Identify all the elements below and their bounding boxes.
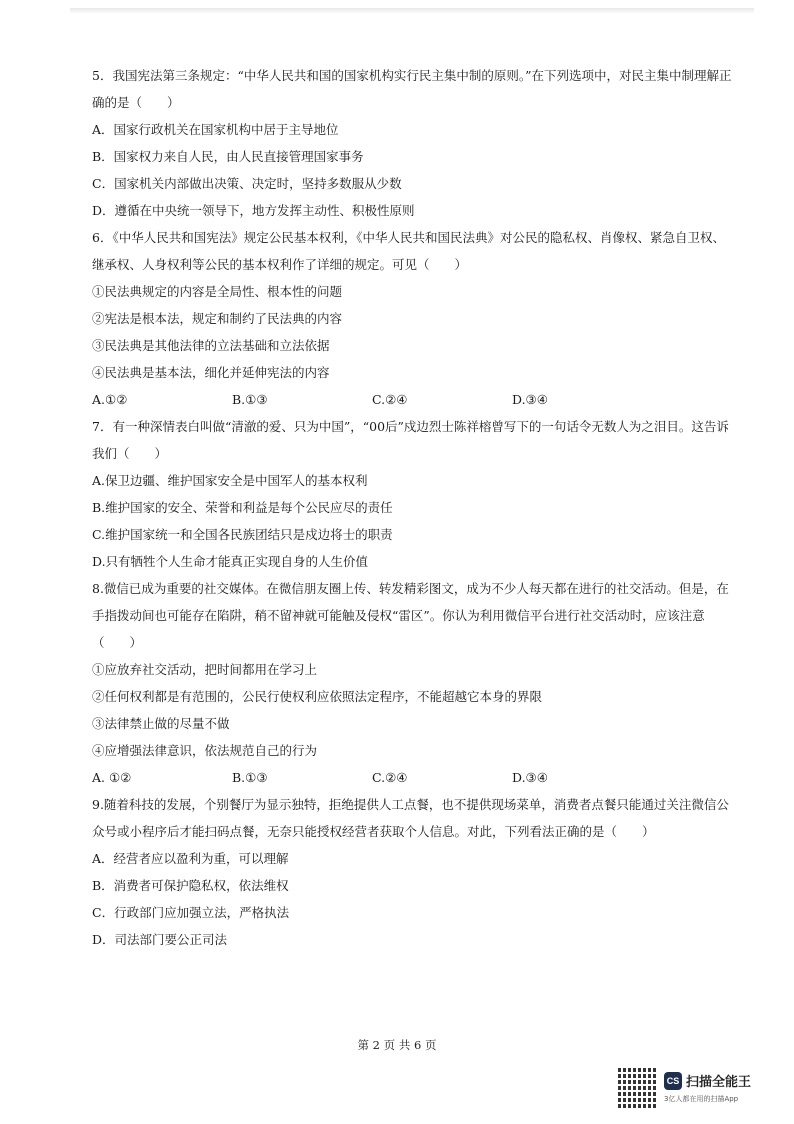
question-7-stem: 7．有一种深情表白叫做“清澈的爱、只为中国”，“00后”戍边烈士陈祥榕曾写下的一句话令无数人为之泪目。这告诉我们（ ） bbox=[92, 419, 729, 461]
question-7-option-d: D.只有牺牲个人生命才能真正实现自身的人生价值 bbox=[92, 554, 369, 569]
question-9 bbox=[92, 791, 732, 953]
question-6-choice-c: C.②④ bbox=[372, 392, 408, 407]
question-6-statement-3: ③民法典是其他法律的立法基础和立法依据 bbox=[92, 338, 330, 353]
question-8-statement-3: ③法律禁止做的尽量不做 bbox=[92, 716, 230, 731]
watermark-app-name: 扫描全能王 bbox=[686, 1075, 752, 1090]
question-9-option-b: B．消费者可保护隐私权，依法维权 bbox=[92, 878, 289, 893]
question-8-choice-b: B.①③ bbox=[232, 770, 268, 785]
question-7-option-b: B.维护国家的安全、荣誉和利益是每个公民应尽的责任 bbox=[92, 500, 393, 515]
page-top-edge bbox=[70, 8, 754, 14]
question-8-statement-2: ②任何权利都是有范围的，公民行使权利应依照法定程序，不能超越它本身的界限 bbox=[92, 689, 543, 704]
question-8 bbox=[92, 575, 732, 791]
scanner-watermark bbox=[618, 1068, 778, 1110]
question-5-stem: 5．我国宪法第三条规定：“中华人民共和国的国家机构实行民主集中制的原则。”在下列选项中，对民主集中制理解正确的是（ ） bbox=[92, 68, 732, 110]
question-7-option-a: A.保卫边疆、维护国家安全是中国军人的基本权利 bbox=[92, 473, 368, 488]
question-9-stem: 9.随着科技的发展，个别餐厅为显示独特，拒绝提供人工点餐，也不提供现场菜单，消费者点餐只能通过关注微信公众号或小程序后才能扫码点餐，无奈只能授权经营者获取个人信息。对此，下列看法正确的是（ ） bbox=[92, 797, 729, 839]
question-6-choice-d: D.③④ bbox=[512, 392, 548, 407]
question-8-choices bbox=[92, 764, 732, 791]
question-6-choice-b: B.①③ bbox=[232, 392, 268, 407]
question-5-option-d: D．遵循在中央统一领导下，地方发挥主动性、积极性原则 bbox=[92, 203, 415, 218]
question-5-option-a: A．国家行政机关在国家机构中居于主导地位 bbox=[92, 122, 339, 137]
question-6-stem: 6．《中华人民共和国宪法》规定公民基本权利，《中华人民共和国民法典》对公民的隐私权、肖像权、紧急自卫权、继承权、人身权利等公民的基本权利作了详细的规定。可见（ ） bbox=[92, 230, 725, 272]
qr-code-icon bbox=[618, 1068, 658, 1108]
question-9-option-d: D．司法部门要公正司法 bbox=[92, 932, 228, 947]
question-5-option-c: C．国家机关内部做出决策、决定时，坚持多数服从少数 bbox=[92, 176, 402, 191]
question-9-option-c: C．行政部门应加强立法，严格执法 bbox=[92, 905, 290, 920]
question-6-choices bbox=[92, 386, 732, 413]
question-7-option-c: C.维护国家统一和全国各民族团结只是戍边将士的职责 bbox=[92, 527, 393, 542]
question-9-option-a: A．经营者应以盈利为重，可以理解 bbox=[92, 851, 289, 866]
question-8-choice-d: D.③④ bbox=[512, 770, 548, 785]
page-number: 第 2 页 共 6 页 bbox=[357, 1038, 437, 1052]
watermark-tagline: 3亿人都在用的扫描App bbox=[664, 1095, 739, 1103]
camscanner-logo-icon: CS bbox=[664, 1072, 682, 1090]
question-5-option-b: B．国家权力来自人民，由人民直接管理国家事务 bbox=[92, 149, 364, 164]
question-6-choice-a: A.①② bbox=[92, 392, 128, 407]
question-8-choice-a: A. ①② bbox=[92, 770, 132, 785]
question-8-statement-4: ④应增强法律意识，依法规范自己的行为 bbox=[92, 743, 318, 758]
question-6-statement-4: ④民法典是基本法，细化并延伸宪法的内容 bbox=[92, 365, 330, 380]
question-8-stem: 8.微信已成为重要的社交媒体。在微信朋友圈上传、转发精彩图文，成为不少人每天都在进行的社交活动。但是，在手指拨动间也可能存在陷阱，稍不留神就可能触及侵权“雷区”。你认为利用微信平台进行社交活动时，应该注意（ ） bbox=[92, 581, 729, 650]
question-6 bbox=[92, 224, 732, 413]
question-6-statement-2: ②宪法是根本法，规定和制约了民法典的内容 bbox=[92, 311, 343, 326]
question-8-choice-c: C.②④ bbox=[372, 770, 408, 785]
question-5 bbox=[92, 62, 732, 224]
exam-page bbox=[92, 62, 732, 953]
question-6-statement-1: ①民法典规定的内容是全局性、根本性的问题 bbox=[92, 284, 343, 299]
question-8-statement-1: ①应放弃社交活动，把时间都用在学习上 bbox=[92, 662, 318, 677]
question-7 bbox=[92, 413, 732, 575]
